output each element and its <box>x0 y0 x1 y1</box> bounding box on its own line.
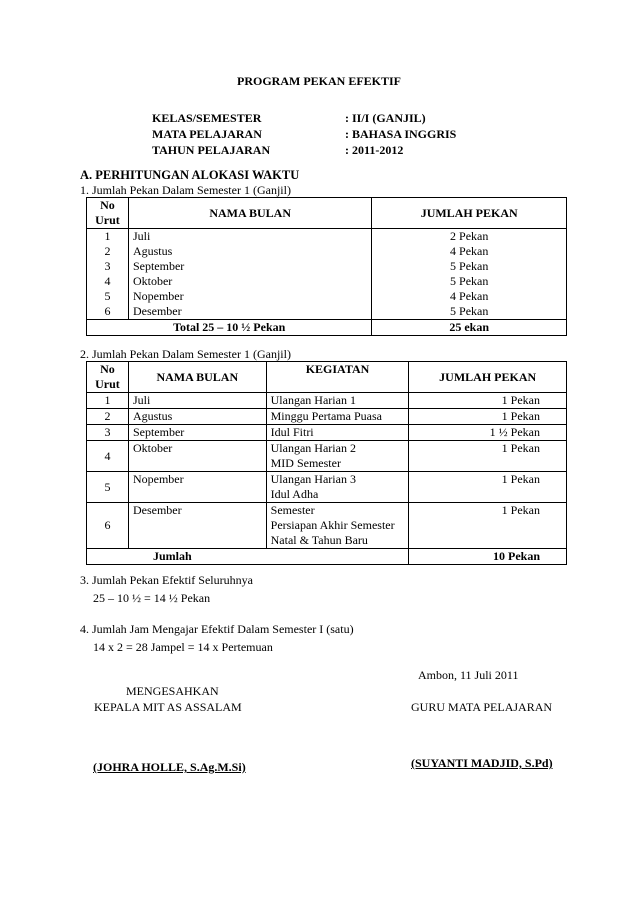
item4-heading: 4. Jumlah Jam Mengajar Efektif Dalam Semester I (satu) <box>80 622 354 636</box>
header-label-kelas: KELAS/SEMESTER <box>152 111 262 125</box>
cell-bulan: Desember <box>128 503 266 549</box>
header-value-kelas: : II/I (GANJIL) <box>345 111 426 125</box>
section-a-heading: A. PERHITUNGAN ALOKASI WAKTU <box>80 168 300 182</box>
cell-no: 3 <box>87 425 129 441</box>
table-weeks-total <box>87 320 567 336</box>
header-label-mapel: MATA PELAJARAN <box>152 127 262 141</box>
col-kegiatan: KEGIATAN <box>266 362 409 393</box>
cell-kegiatan: Ulangan Harian 1 <box>266 393 409 409</box>
table-row <box>87 425 567 441</box>
total-label: Jumlah <box>87 549 409 565</box>
cell-bulan-list: Juli Agustus September Oktober Nopember Desember <box>128 229 371 320</box>
headmaster-name: (JOHRA HOLLE, S.Ag.M.Si) <box>93 760 246 774</box>
cell-kegiatan: Idul Fitri <box>266 425 409 441</box>
cell-no: 4 <box>87 441 129 472</box>
cell-bulan: Nopember <box>128 472 266 503</box>
cell-no: 1 <box>87 393 129 409</box>
cell-no-list: 1 2 3 4 5 6 <box>87 229 129 320</box>
table-activities <box>86 361 567 565</box>
cell-kegiatan: Ulangan Harian 2 MID Semester <box>266 441 409 472</box>
table-row <box>87 441 567 472</box>
cell-pekan: 1 Pekan <box>409 409 567 425</box>
col-no: No Urut <box>87 362 129 393</box>
place-date: Ambon, 11 Juli 2011 <box>418 668 519 682</box>
teacher-title: GURU MATA PELAJARAN <box>411 700 553 714</box>
cell-bulan: September <box>128 425 266 441</box>
cell-pekan-list: 2 Pekan 4 Pekan 5 Pekan 5 Pekan 4 Pekan 5 Pekan <box>372 229 567 320</box>
cell-pekan: 1 Pekan <box>409 441 567 472</box>
item4-formula: 14 x 2 = 28 Jampel = 14 x Pertemuan <box>93 640 273 654</box>
header-value-mapel: : BAHASA INGGRIS <box>345 127 457 141</box>
table-activities-header <box>87 362 567 393</box>
item3-heading: 3. Jumlah Pekan Efektif Seluruhnya <box>80 573 253 587</box>
table-row <box>87 503 567 549</box>
cell-no: 6 <box>87 503 129 549</box>
cell-bulan: Oktober <box>128 441 266 472</box>
cell-pekan: 1 Pekan <box>409 503 567 549</box>
table-weeks-body <box>87 229 567 320</box>
total-value: 25 ekan <box>372 320 567 336</box>
col-no: No Urut <box>87 198 129 229</box>
table-activities-total <box>87 549 567 565</box>
cell-no: 5 <box>87 472 129 503</box>
table-row <box>87 472 567 503</box>
approval-label: MENGESAHKAN <box>126 684 219 698</box>
teacher-name: (SUYANTI MADJID, S.Pd) <box>411 756 553 770</box>
table-weeks <box>86 197 567 336</box>
col-bulan: NAMA BULAN <box>128 198 371 229</box>
cell-kegiatan: Semester Persiapan Akhir Semester Natal & Tahun Baru <box>266 503 409 549</box>
header-value-tahun: : 2011-2012 <box>345 143 404 157</box>
item1-heading: 1. Jumlah Pekan Dalam Semester 1 (Ganjil) <box>80 183 291 197</box>
header-label-tahun: TAHUN PELAJARAN <box>152 143 271 157</box>
col-bulan: NAMA BULAN <box>128 362 266 393</box>
cell-pekan: 1 ½ Pekan <box>409 425 567 441</box>
cell-bulan: Agustus <box>128 409 266 425</box>
col-pekan: JUMLAH PEKAN <box>372 198 567 229</box>
headmaster-title: KEPALA MIT AS ASSALAM <box>94 700 242 714</box>
item2-heading: 2. Jumlah Pekan Dalam Semester 1 (Ganjil) <box>80 347 291 361</box>
table-row <box>87 393 567 409</box>
cell-pekan: 1 Pekan <box>409 472 567 503</box>
cell-pekan: 1 Pekan <box>409 393 567 409</box>
cell-bulan: Juli <box>128 393 266 409</box>
table-weeks-header <box>87 198 567 229</box>
cell-kegiatan: Minggu Pertama Puasa <box>266 409 409 425</box>
total-value: 10 Pekan <box>409 549 567 565</box>
item3-formula: 25 – 10 ½ = 14 ½ Pekan <box>93 591 211 605</box>
col-pekan: JUMLAH PEKAN <box>409 362 567 393</box>
page-title: PROGRAM PEKAN EFEKTIF <box>237 74 401 88</box>
cell-no: 2 <box>87 409 129 425</box>
total-label: Total 25 – 10 ½ Pekan <box>87 320 372 336</box>
table-row <box>87 409 567 425</box>
cell-kegiatan: Ulangan Harian 3 Idul Adha <box>266 472 409 503</box>
